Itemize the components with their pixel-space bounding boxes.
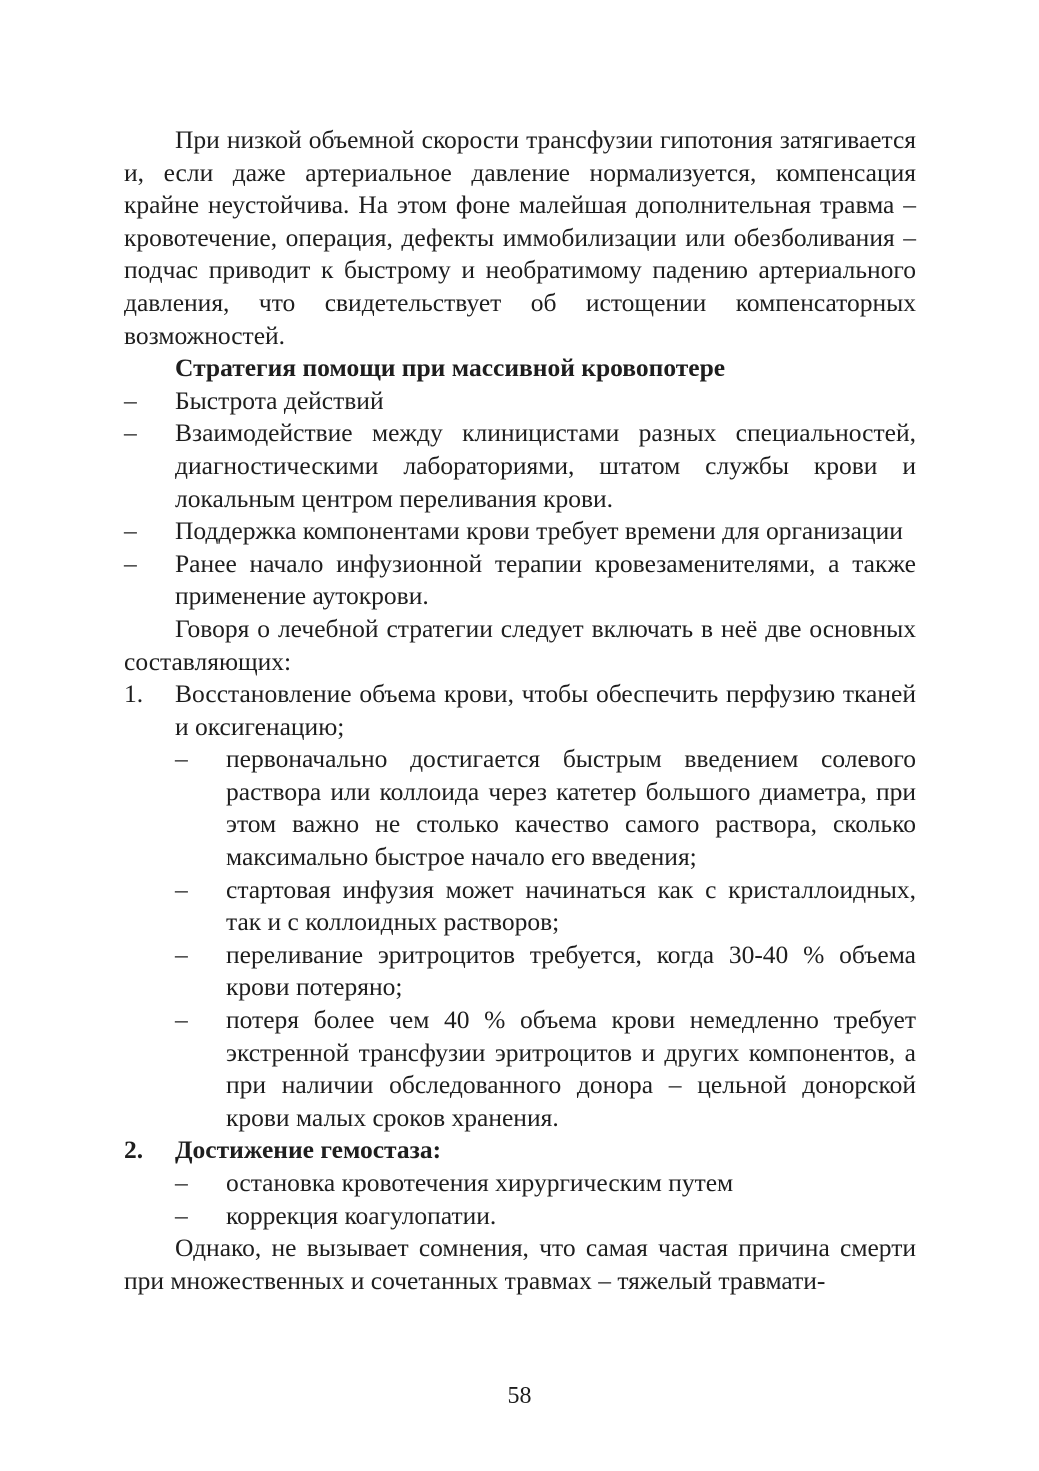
dash-marker: – xyxy=(175,1168,188,1197)
list-item xyxy=(124,417,916,515)
sub-list-item-text: остановка кровотечения хирургическим путем xyxy=(226,1168,734,1197)
sub-list-item-text: первоначально достигается быстрым введением солевого раствора или коллоида через катетер большого диаметра, при этом важно не столько качество самого раствора, сколько максимально быстрое начало его введения; xyxy=(226,744,916,872)
list-item xyxy=(124,385,916,418)
sub-list-item-text: потеря более чем 40 % объема крови немедленно требует экстренной трансфузии эритроцитов и других компонентов, а при наличии обследованного донора – цельной донорской крови малых сроков хранения. xyxy=(226,1005,916,1132)
sub-list-item-text: переливание эритроцитов требуется, когда 30-40 % объема крови потеряно; xyxy=(226,939,916,1002)
numbered-item-text: Восстановление объема крови, чтобы обеспечить перфузию тканей и оксигенацию; xyxy=(175,679,916,741)
list-item-text: Поддержка компонентами крови требует времени для организации xyxy=(175,516,903,546)
list-item-text: Ранее начало инфузионной терапии кровезаменителями, а также применение аутокрови. xyxy=(175,548,916,611)
number-marker: 2. xyxy=(124,1135,144,1165)
list-item-text: Быстрота действий xyxy=(175,385,384,415)
page-number: 58 xyxy=(507,1383,532,1409)
sub-list-item xyxy=(124,1200,916,1233)
section-heading: Стратегия помощи при массивной кровопотере xyxy=(175,353,726,383)
numbered-item-1 xyxy=(124,678,916,743)
dash-marker: – xyxy=(175,744,188,774)
sub-list-item xyxy=(124,1004,916,1134)
paragraph-intro: При низкой объемной скорости трансфузии гипотония затягивается и, если даже артериальное давление нормализуется, компенсация крайне неустойчива. На этом фоне малейшая дополнительная травма – кровотечение, операция, дефекты иммобилизации или обезболивания – подчас приводит к быстрому и необратимому падению артериального давления, что свидетельствует об истощении компенсаторных возможностей. xyxy=(124,125,916,350)
list-item xyxy=(124,515,916,548)
paragraph-conclusion: Однако, не вызывает сомнения, что самая частая причина смерти при множественных и сочетанных травмах – тяжелый травмати- xyxy=(124,1233,916,1295)
dash-marker: – xyxy=(124,418,137,448)
dash-marker: – xyxy=(124,385,137,415)
sub-list-item xyxy=(124,743,916,873)
paragraph-strategy: Говоря о лечебной стратегии следует включать в неё две основных составляющих: xyxy=(124,613,916,676)
sub-list-item-text: коррекция коагулопатии. xyxy=(226,1200,497,1230)
number-marker: 1. xyxy=(124,679,144,709)
list-item-text: Взаимодействие между клиницистами разных специальностей, диагностическими лабораториями, штатом службы крови и локальным центром переливания крови. xyxy=(175,418,916,513)
dash-marker: – xyxy=(175,939,188,969)
sub-list-item xyxy=(124,874,916,939)
dash-marker: – xyxy=(175,1005,188,1035)
numbered-item-text: Достижение гемостаза: xyxy=(175,1135,442,1165)
dash-marker: – xyxy=(124,516,137,546)
dash-marker: – xyxy=(175,1200,188,1230)
numbered-item-2 xyxy=(124,1134,916,1167)
sub-list-item-text: стартовая инфузия может начинаться как с кристаллоидных, так и с коллоидных растворов; xyxy=(226,874,916,937)
sub-list-item xyxy=(124,939,916,1004)
page-content xyxy=(124,124,916,1297)
dash-marker: – xyxy=(124,548,137,578)
dash-marker: – xyxy=(175,874,188,904)
list-item xyxy=(124,548,916,613)
sub-list-item xyxy=(124,1167,916,1200)
